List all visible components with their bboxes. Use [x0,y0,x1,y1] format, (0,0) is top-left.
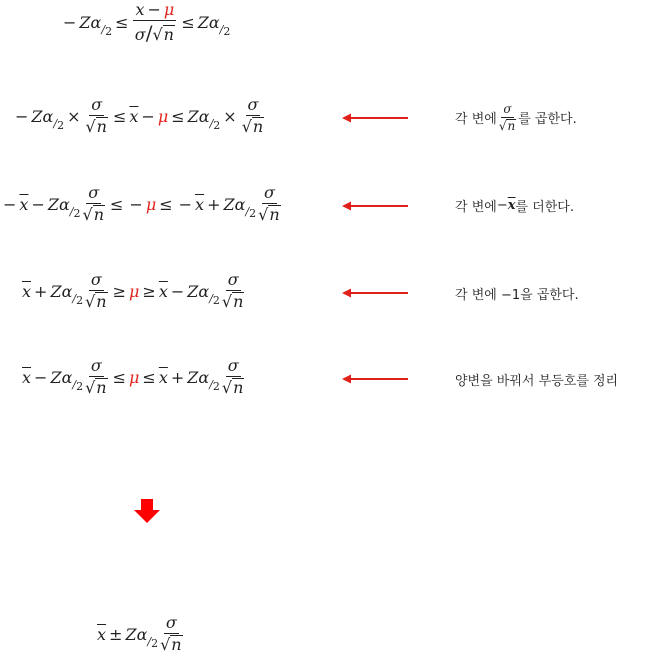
note-step-4: 양변을 바꿔서 부등호를 정리 [455,374,619,389]
arrow-left-icon [342,288,408,298]
equation-step-4: $\overline{x}$ − Z α / 2 σ √ n ≤ μ ≤ $\overline{x}$ + Z α / 2 σ √ n [22,356,244,397]
equation-step-1: − Z α / 2 × σ √ n ≤ $\overline{x}$ − μ ≤ Z α / 2 × σ √ n [15,95,264,136]
confidence-interval-result: $\overline{x}$ ± Z α / 2 σ √ n [97,613,182,654]
arrow-left-icon [342,113,408,123]
arrow-down-icon [134,499,160,523]
equation-step-2: − $\overline{x}$ − Z α / 2 σ √ n ≤ − μ ≤ − $\overline{x}$ + Z α / 2 σ √ n [3,183,280,224]
equation-step-3: $\overline{x}$ + Z α / 2 σ √ n ≥ μ ≥ $\overline{x}$ − Z α / 2 σ √ n [22,270,244,311]
note-step-2: 각 변에 − $\overline{x}$ 를 더한다. [455,198,574,215]
note-step-3: 각 변에 −1을 곱한다. [455,288,579,303]
standardized-fraction: $\overline{x} - \mu$ σ/ √ n [134,0,175,45]
arrow-left-icon [342,374,408,384]
note-step-1: 각 변에 σ √ n 를 곱한다. [455,102,577,133]
arrow-left-icon [342,201,408,211]
z-alpha-half: Z α / 2 [79,13,113,39]
equation-step-0: − Z α / 2 ≤ $\overline{x} - \mu$ σ/ √ n ≤ Z α / 2 [63,0,231,45]
